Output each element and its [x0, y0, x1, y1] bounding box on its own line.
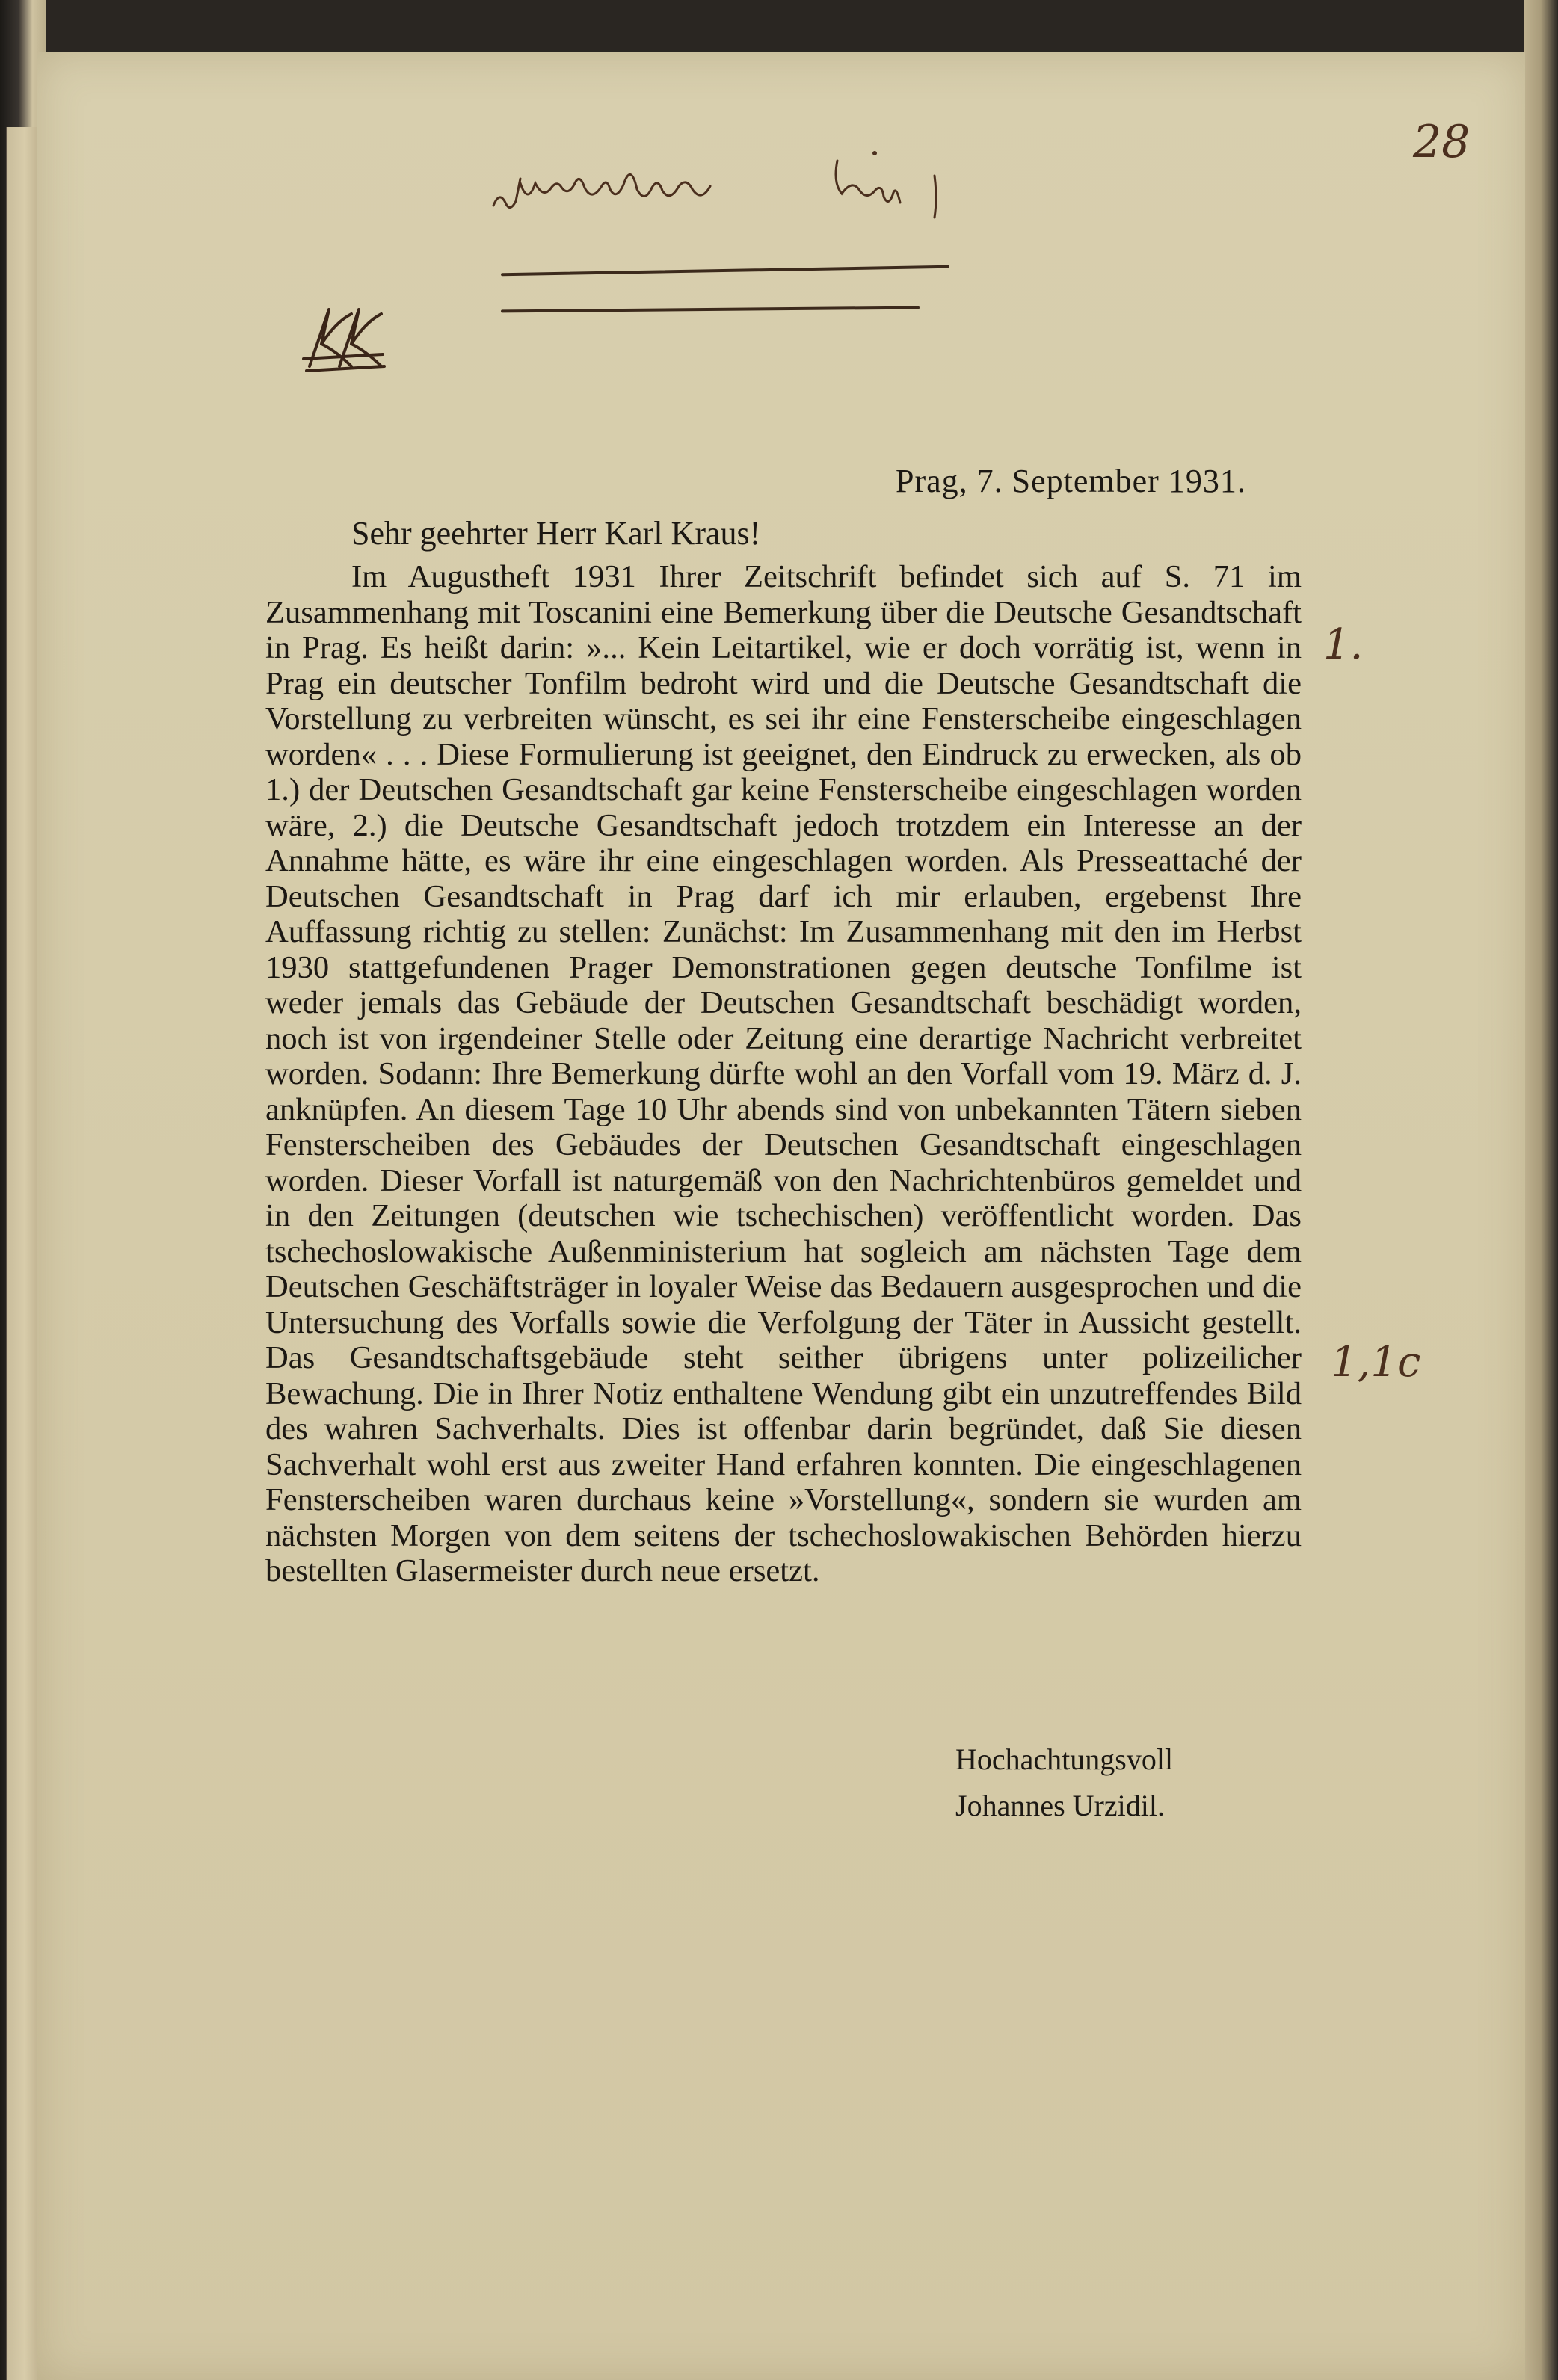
- handwritten-monogram: [299, 299, 389, 381]
- letter-dateline: Prag, 7. September 1931.: [896, 463, 1246, 499]
- handwritten-heading-scrawl: [486, 131, 964, 243]
- margin-mark-1: 1.: [1323, 620, 1364, 669]
- page-edge-right: [1524, 0, 1558, 2380]
- page-number: 28: [1413, 116, 1471, 168]
- letter-body: Im Augustheft 1931 Ihrer Zeitschrift befindet sich auf S. 71 im Zusammenhang mit Toscanini eine Bemerkung über die Deutsche Gesandtschaft in Prag. Es heißt darin: »... Kein Leitartikel, wie er doch vorrätig ist, wenn in Prag ein deutscher Tonfilm bedroht wird und die Deutsche Gesandtschaft die Vorstellung zu verbreiten wünscht, es sei ihr eine Fensterscheibe eingeschlagen worden« . . . Diese Formulierung ist geeignet, den Eindruck zu erwecken, als ob 1.) der Deutschen Gesandtschaft gar keine Fensterscheibe eingeschlagen worden wäre, 2.) die Deutsche Gesandtschaft jedoch trotzdem ein Interesse an der Annahme hätte, es wäre ihr eine eingeschlagen worden. Als Presseattaché der Deutschen Gesandtschaft in Prag darf ich mir erlauben, ergebenst Ihre Auffassung richtig zu stellen: Zunächst: Im Zusammenhang mit den im Herbst 1930 stattgefundenen Prager Demonstrationen gegen deutsche Tonfilme ist weder jemals das Gebäude der Deutschen Gesandtschaft beschädigt worden, noch ist von irgendeiner Stelle oder Zeitung eine derartige Nachricht verbreitet worden. Sodann: Ihre Bemerkung dürfte wohl an den Vorfall vom 19. März d. J. anknüpfen. An diesem Tage 10 Uhr abends sind von unbekannten Tätern sieben Fensterscheiben des Gebäudes der Deutschen Gesandtschaft eingeschlagen worden. Dieser Vorfall ist naturgemäß von den Nachrichtenbüros gemeldet und in den Zeitungen (deutschen wie tschechischen) veröffentlicht worden. Das tschechoslowakische Außenministerium hat sogleich am nächsten Tage dem Deutschen Geschäftsträger in loyaler Weise das Bedauern ausgesprochen und die Untersuchung des Vorfalls sowie die Verfolgung der Täter in Aussicht gestellt. Das Gesandtschaftsgebäude steht seither übrigens unter polizeilicher Bewachung. Die in Ihrer Notiz enthaltene Wendung gibt ein unzutreffendes Bild des wahren Sachverhalts. Dies ist offenbar darin begründet, daß Sie diesen Sachverhalt wohl erst aus zweiter Hand erfahren konnten. Die eingeschlagenen Fensterscheiben waren durchaus keine »Vorstellung«, sondern sie wurden am nächsten Morgen von dem seitens der tschechoslowakischen Behörden hierzu bestellten Glasermeister durch neue ersetzt.: [265, 559, 1302, 1588]
- margin-mark-2: 1,1c: [1331, 1338, 1421, 1387]
- binding-strip: [6, 127, 42, 2380]
- letter-closing: Hochachtungsvoll: [955, 1742, 1174, 1776]
- letter-signature: Johannes Urzidil.: [955, 1789, 1165, 1822]
- letter-salutation: Sehr geehrter Herr Karl Kraus!: [351, 515, 761, 552]
